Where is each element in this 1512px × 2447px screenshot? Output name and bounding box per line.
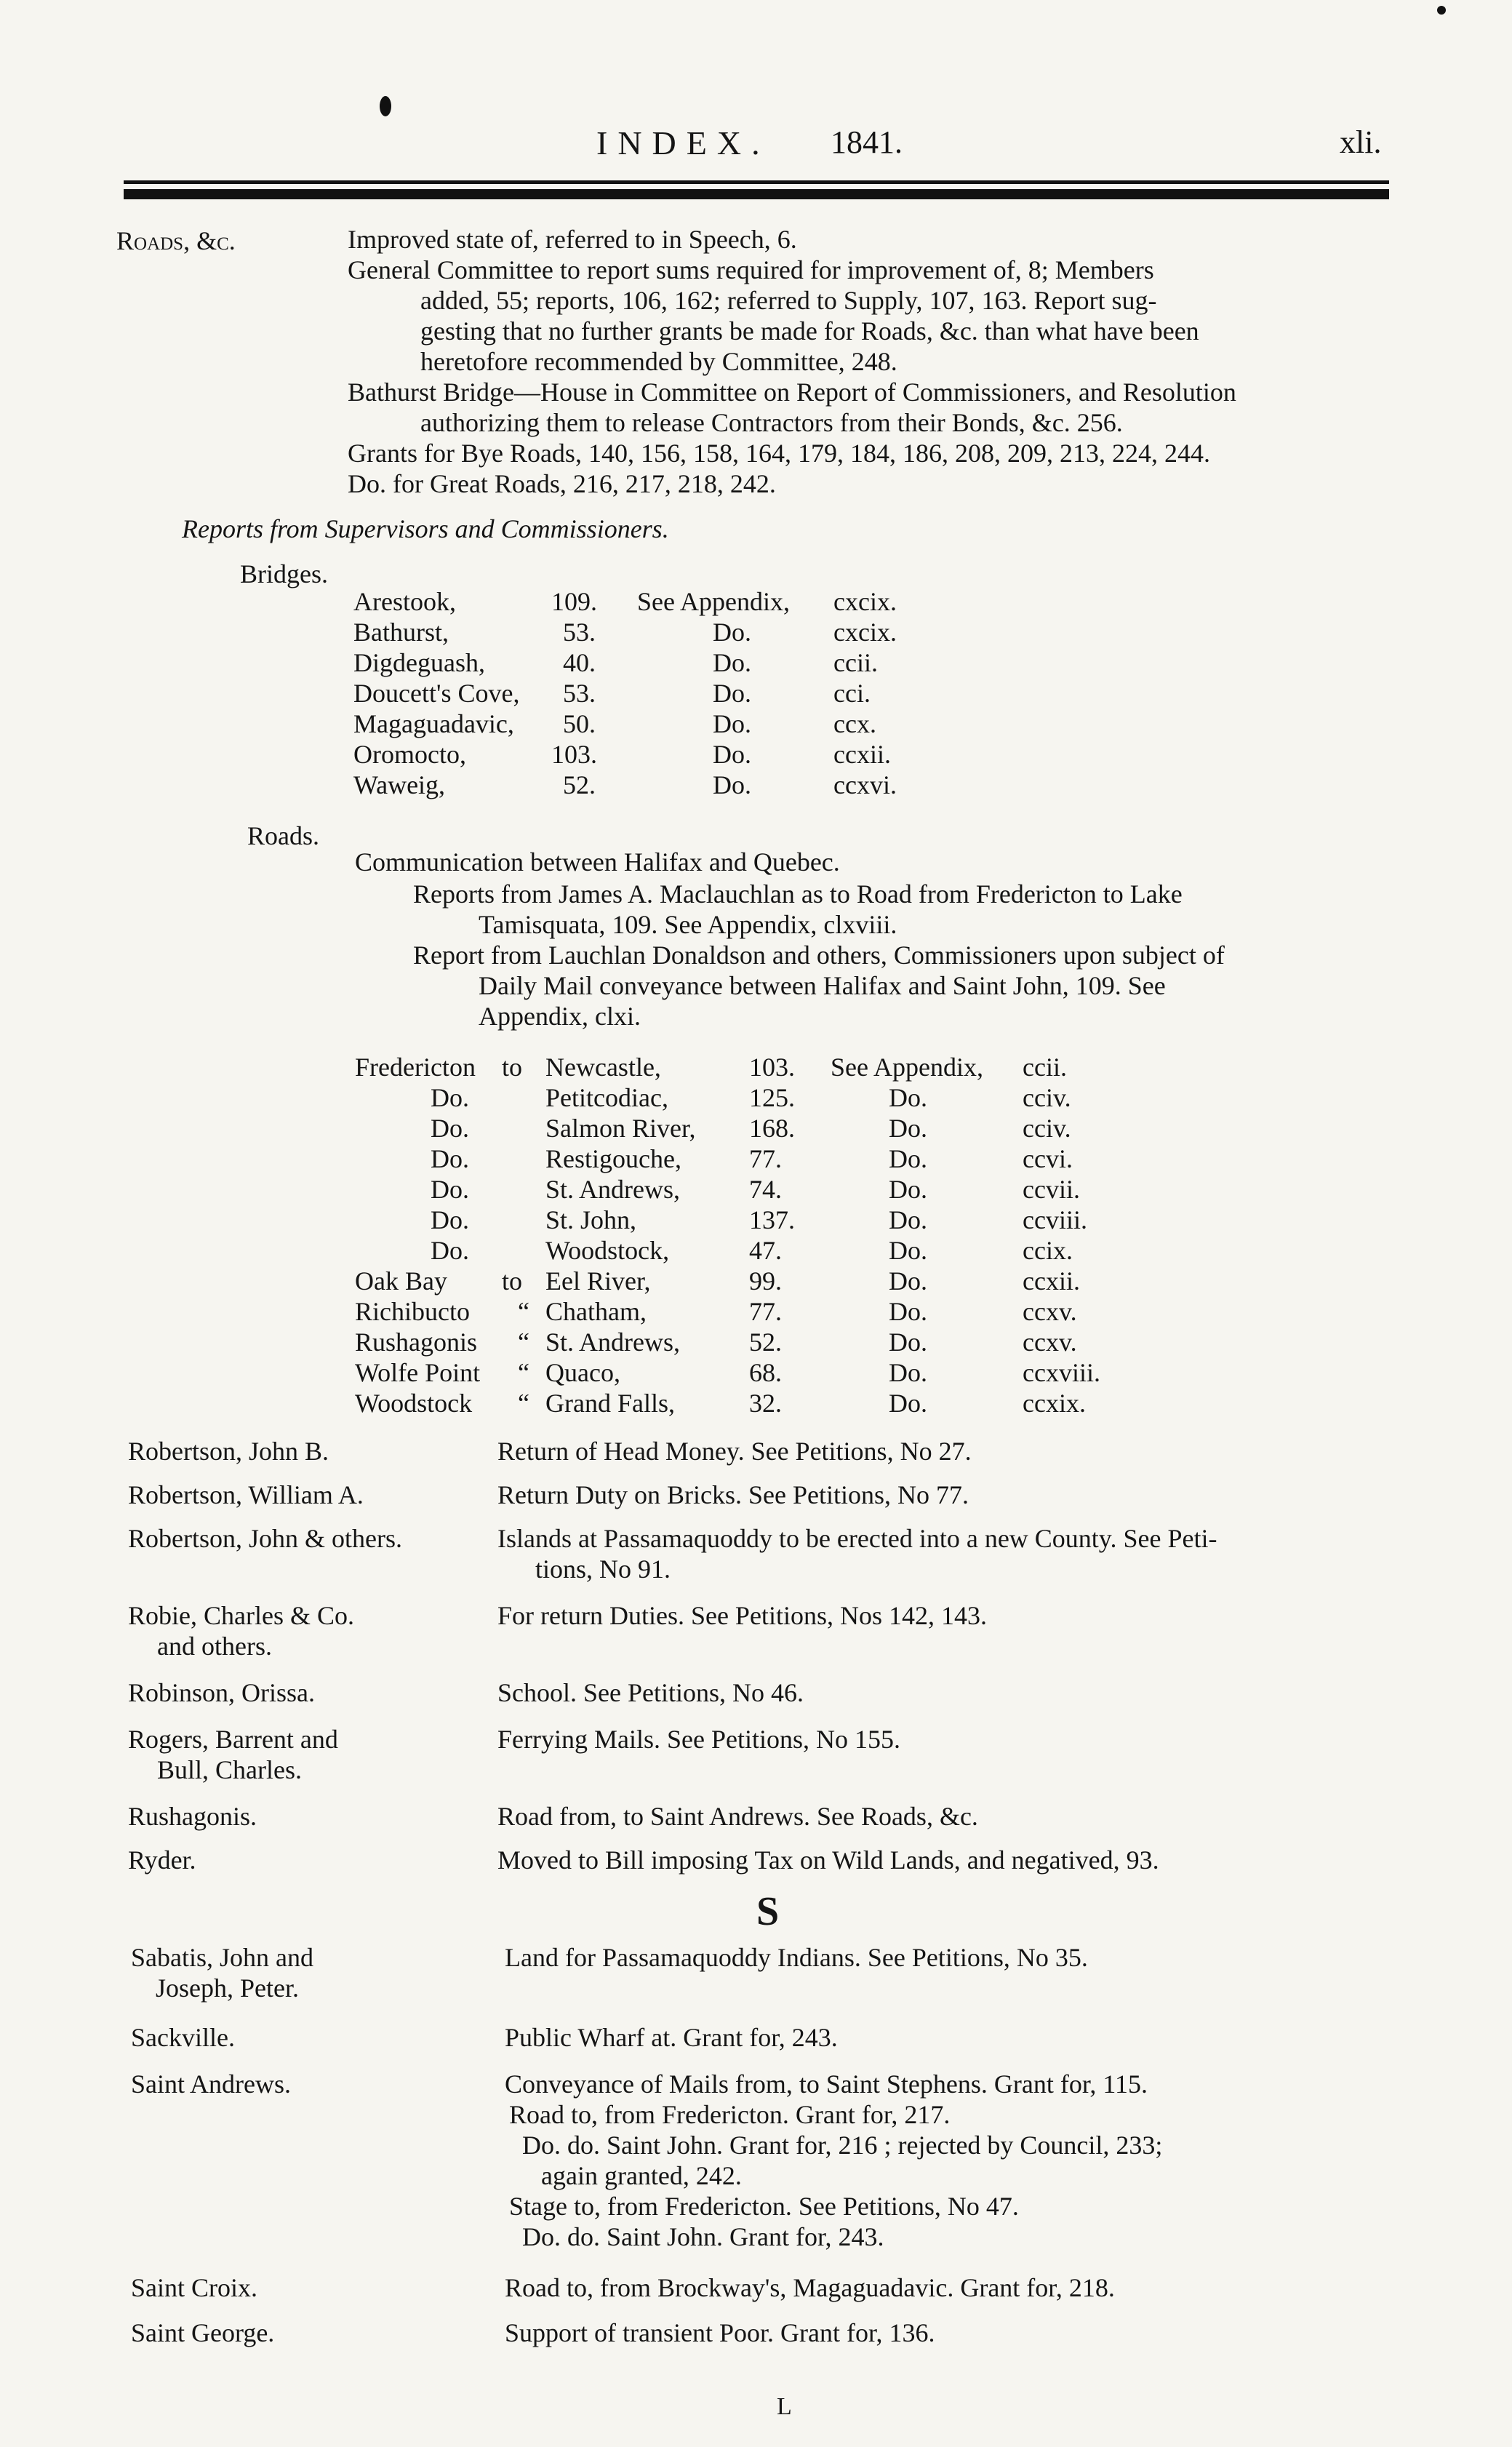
road-numeral: ccvi. — [1023, 1144, 1073, 1173]
bridge-name: Oromocto, — [353, 740, 466, 769]
road-numeral: ccxix. — [1023, 1389, 1086, 1418]
road-origin: Richibucto — [355, 1297, 470, 1326]
entry-text: Conveyance of Mails from, to Saint Stephens. Grant for, 115. — [505, 2069, 1148, 2099]
header-rule-thick — [124, 189, 1389, 199]
road-connector: “ — [518, 1389, 529, 1418]
entry-text: Islands at Passamaquoddy to be erected into a new County. See Peti- — [497, 1524, 1217, 1553]
bridge-numeral: ccii. — [833, 648, 878, 677]
bridge-page: 103. — [551, 740, 597, 769]
road-ref: Do. — [889, 1389, 927, 1418]
road-page: 168. — [749, 1114, 795, 1143]
road-origin: Woodstock — [355, 1389, 473, 1418]
road-numeral: ccii. — [1023, 1053, 1067, 1082]
roads-entry-line: Bathurst Bridge—House in Committee on Report of Commissioners, and Resolution — [348, 378, 1236, 407]
road-numeral: ccxv. — [1023, 1328, 1077, 1357]
bridge-name: Bathurst, — [353, 618, 449, 647]
road-destination: Woodstock, — [545, 1236, 670, 1265]
road-ref: Do. — [889, 1175, 927, 1204]
entry-name: and others. — [157, 1632, 272, 1661]
bridge-name: Doucett's Cove, — [353, 679, 520, 708]
roads-entry-line: gesting that no further grants be made for Roads, &c. than what have been — [420, 316, 1199, 346]
bridge-numeral: cci. — [833, 679, 871, 708]
communication-line: Daily Mail conveyance between Halifax and Saint John, 109. See — [479, 971, 1166, 1000]
road-page: 125. — [749, 1083, 795, 1112]
bridge-page: 40. — [563, 648, 596, 677]
road-destination: St. John, — [545, 1205, 637, 1234]
road-origin: Do. — [431, 1236, 469, 1265]
bridge-ref: Do. — [713, 709, 751, 738]
road-page: 52. — [749, 1328, 782, 1357]
road-numeral: ccviii. — [1023, 1205, 1087, 1234]
ink-speck — [380, 96, 391, 116]
entry-text: Stage to, from Fredericton. See Petitions, No 47. — [509, 2192, 1019, 2221]
road-origin: Fredericton — [355, 1053, 476, 1082]
road-destination: Quaco, — [545, 1358, 620, 1387]
road-origin: Do. — [431, 1175, 469, 1204]
road-connector: “ — [518, 1297, 529, 1326]
entry-name: Bull, Charles. — [157, 1755, 302, 1784]
entry-name: Saint Croix. — [131, 2273, 258, 2302]
road-ref: Do. — [889, 1236, 927, 1265]
entry-name: Robertson, John & others. — [128, 1524, 402, 1553]
road-origin: Oak Bay — [355, 1266, 447, 1296]
roads-entry-line: Grants for Bye Roads, 140, 156, 158, 164, 179, 184, 186, 208, 209, 213, 224, 244. — [348, 439, 1210, 468]
header-rule-thin — [124, 180, 1389, 184]
entry-name: Sabatis, John and — [131, 1943, 313, 1972]
bridge-numeral: ccx. — [833, 709, 876, 738]
entry-text: Support of transient Poor. Grant for, 136. — [505, 2318, 935, 2347]
road-destination: Chatham, — [545, 1297, 647, 1326]
entry-name: Sackville. — [131, 2023, 235, 2052]
road-connector: to — [502, 1053, 523, 1082]
bridge-ref: Do. — [713, 770, 751, 799]
bridge-name: Arestook, — [353, 587, 456, 616]
entry-text: Return of Head Money. See Petitions, No 27. — [497, 1437, 972, 1466]
bridge-ref: Do. — [713, 618, 751, 647]
road-ref: Do. — [889, 1205, 927, 1234]
bridge-name: Magaguadavic, — [353, 709, 514, 738]
bridge-page: 109. — [551, 587, 597, 616]
bridge-page: 50. — [563, 709, 596, 738]
entry-name: Robinson, Orissa. — [128, 1678, 316, 1707]
bridge-name: Digdeguash, — [353, 648, 485, 677]
communication-line: Appendix, clxi. — [479, 1002, 641, 1031]
road-ref: Do. — [889, 1297, 927, 1326]
roads-entry-line: authorizing them to release Contractors from their Bonds, &c. 256. — [420, 408, 1123, 437]
entry-text: Do. do. Saint John. Grant for, 243. — [522, 2222, 884, 2251]
road-page: 137. — [749, 1205, 795, 1234]
entry-text: For return Duties. See Petitions, Nos 142, 143. — [497, 1601, 987, 1630]
road-numeral: cciv. — [1023, 1114, 1071, 1143]
entry-name: Ryder. — [128, 1845, 196, 1875]
road-numeral: ccxviii. — [1023, 1358, 1100, 1387]
road-destination: Eel River, — [545, 1266, 651, 1296]
entry-name: Saint Andrews. — [131, 2069, 291, 2099]
entry-text: Road to, from Brockway's, Magaguadavic. Grant for, 218. — [505, 2273, 1115, 2302]
road-ref: Do. — [889, 1114, 927, 1143]
communication-line: Report from Lauchlan Donaldson and others, Commissioners upon subject of — [413, 941, 1225, 970]
road-page: 103. — [749, 1053, 795, 1082]
road-page: 77. — [749, 1297, 782, 1326]
bridge-page: 53. — [563, 679, 596, 708]
road-connector: “ — [518, 1358, 529, 1387]
road-ref: Do. — [889, 1358, 927, 1387]
communication-line: Communication between Halifax and Quebec. — [355, 847, 840, 877]
bridge-numeral: ccxii. — [833, 740, 891, 769]
entry-name: Joseph, Peter. — [156, 1973, 299, 2003]
road-numeral: ccxii. — [1023, 1266, 1080, 1296]
entry-text: Do. do. Saint John. Grant for, 216 ; rejected by Council, 233; — [522, 2131, 1163, 2160]
reports-heading: Reports from Supervisors and Commissioners. — [182, 514, 669, 543]
page-year: 1841. — [831, 124, 903, 160]
entry-name: Robertson, John B. — [128, 1437, 329, 1466]
bridge-page: 53. — [563, 618, 596, 647]
road-page: 74. — [749, 1175, 782, 1204]
road-origin: Do. — [431, 1205, 469, 1234]
road-numeral: ccix. — [1023, 1236, 1073, 1265]
entry-name: Rogers, Barrent and — [128, 1725, 338, 1754]
bridge-ref: See Appendix, — [637, 587, 790, 616]
road-numeral: cciv. — [1023, 1083, 1071, 1112]
entry-text: Road from, to Saint Andrews. See Roads, &c. — [497, 1802, 978, 1831]
road-numeral: ccxv. — [1023, 1297, 1077, 1326]
bridge-ref: Do. — [713, 679, 751, 708]
entry-name: Saint George. — [131, 2318, 275, 2347]
road-page: 68. — [749, 1358, 782, 1387]
page-number: xli. — [1340, 124, 1382, 160]
page-title: INDEX. — [596, 124, 770, 161]
bridge-name: Waweig, — [353, 770, 446, 799]
road-origin: Do. — [431, 1114, 469, 1143]
road-destination: Salmon River, — [545, 1114, 696, 1143]
roads-entry-line: heretofore recommended by Committee, 248. — [420, 347, 897, 376]
bridge-ref: Do. — [713, 648, 751, 677]
entry-text: School. See Petitions, No 46. — [497, 1678, 804, 1707]
communication-line: Tamisquata, 109. See Appendix, clxviii. — [479, 910, 897, 939]
bridge-ref: Do. — [713, 740, 751, 769]
road-ref: Do. — [889, 1266, 927, 1296]
road-origin: Rushagonis — [355, 1328, 478, 1357]
road-ref: See Appendix, — [831, 1053, 983, 1082]
section-heading-roads: Roads, &c. — [116, 226, 236, 255]
roads-entry-line: Improved state of, referred to in Speech, 6. — [348, 225, 797, 254]
road-destination: Restigouche, — [545, 1144, 681, 1173]
roads-label: Roads. — [247, 821, 319, 850]
entry-text: Ferrying Mails. See Petitions, No 155. — [497, 1725, 900, 1754]
road-connector: to — [502, 1266, 523, 1296]
entry-name: Robie, Charles & Co. — [128, 1601, 354, 1630]
road-page: 32. — [749, 1389, 782, 1418]
section-letter: S — [756, 1889, 780, 1934]
road-page: 77. — [749, 1144, 782, 1173]
road-destination: St. Andrews, — [545, 1175, 681, 1204]
road-page: 99. — [749, 1266, 782, 1296]
bridge-numeral: ccxvi. — [833, 770, 897, 799]
bridge-numeral: cxcix. — [833, 618, 897, 647]
road-ref: Do. — [889, 1328, 927, 1357]
road-connector: “ — [518, 1328, 529, 1357]
roads-entry-line: Do. for Great Roads, 216, 217, 218, 242. — [348, 469, 776, 498]
road-destination: Newcastle, — [545, 1053, 661, 1082]
entry-text: Road to, from Fredericton. Grant for, 217. — [509, 2100, 951, 2129]
entry-name: Rushagonis. — [128, 1802, 257, 1831]
road-origin: Do. — [431, 1144, 469, 1173]
entry-text: Land for Passamaquoddy Indians. See Petitions, No 35. — [505, 1943, 1088, 1972]
road-destination: Petitcodiac, — [545, 1083, 668, 1112]
bridge-numeral: cxcix. — [833, 587, 897, 616]
entry-text: again granted, 242. — [541, 2161, 742, 2190]
road-origin: Do. — [431, 1083, 469, 1112]
roads-entry-line: General Committee to report sums required for improvement of, 8; Members — [348, 255, 1154, 284]
road-origin: Wolfe Point — [355, 1358, 481, 1387]
communication-line: Reports from James A. Maclauchlan as to Road from Fredericton to Lake — [413, 879, 1183, 909]
entry-text: Moved to Bill imposing Tax on Wild Lands, and negatived, 93. — [497, 1845, 1159, 1875]
ink-speck — [1437, 6, 1446, 15]
road-ref: Do. — [889, 1144, 927, 1173]
bridge-page: 52. — [563, 770, 596, 799]
entry-text: Return Duty on Bricks. See Petitions, No 77. — [497, 1480, 969, 1509]
road-destination: St. Andrews, — [545, 1328, 681, 1357]
bridges-label: Bridges. — [240, 559, 328, 588]
road-ref: Do. — [889, 1083, 927, 1112]
page-signature: L — [777, 2393, 792, 2420]
road-destination: Grand Falls, — [545, 1389, 675, 1418]
entry-name: Robertson, William A. — [128, 1480, 364, 1509]
entry-text: Public Wharf at. Grant for, 243. — [505, 2023, 838, 2052]
road-page: 47. — [749, 1236, 782, 1265]
road-numeral: ccvii. — [1023, 1175, 1080, 1204]
roads-entry-line: added, 55; reports, 106, 162; referred to Supply, 107, 163. Report sug- — [420, 286, 1157, 315]
entry-text: tions, No 91. — [535, 1554, 671, 1584]
